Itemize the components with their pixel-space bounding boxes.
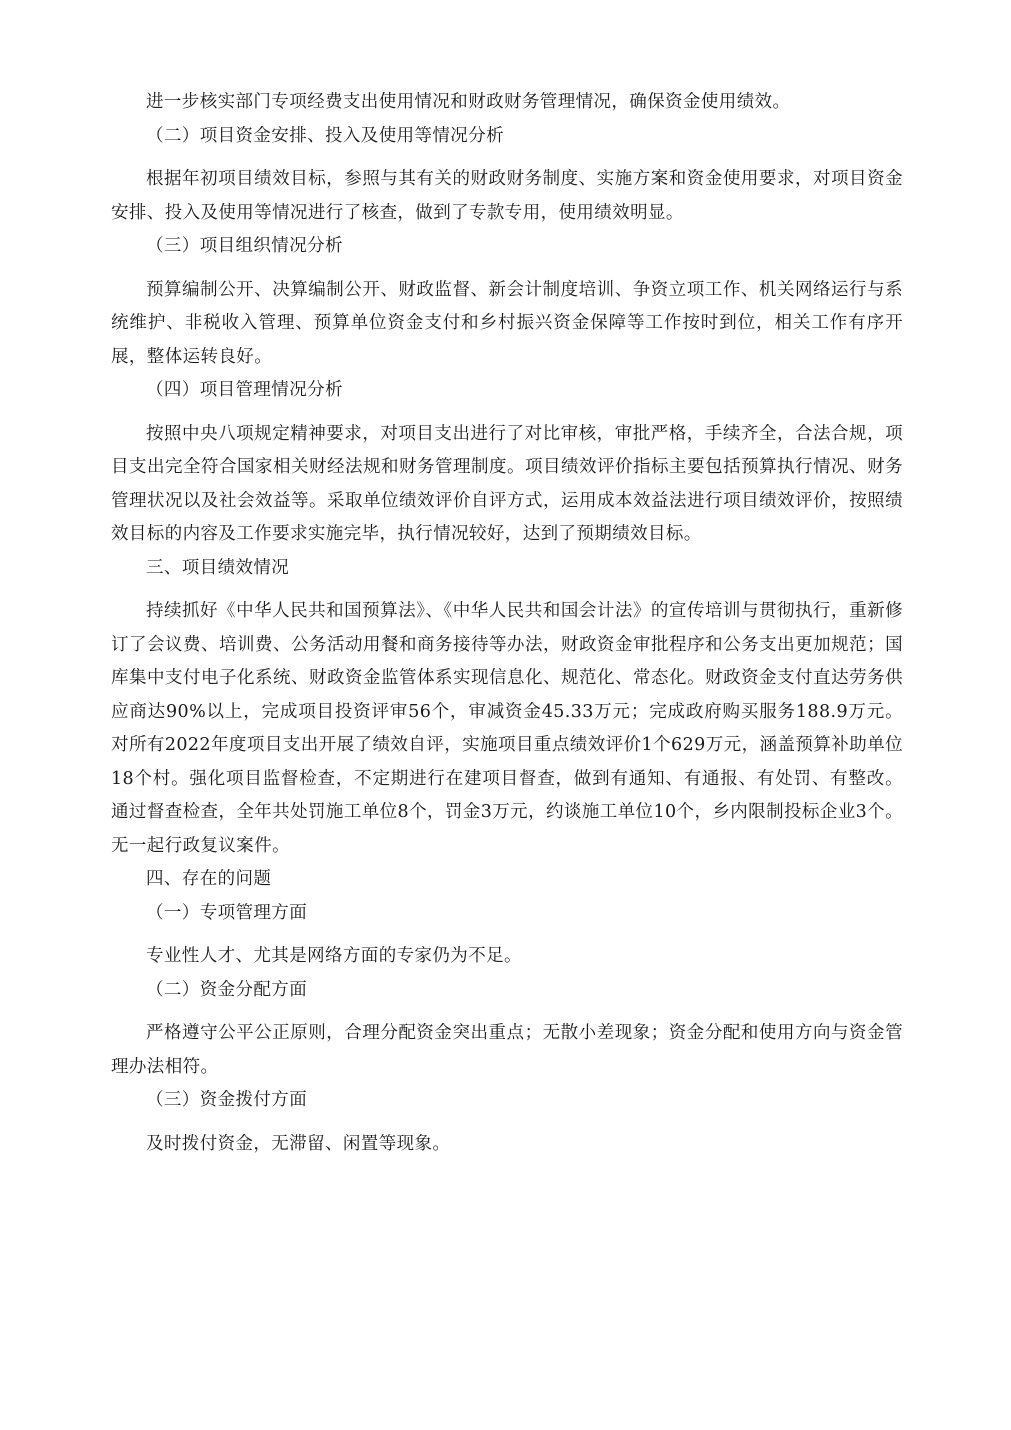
heading-performance: 三、项目绩效情况 <box>146 557 290 578</box>
paragraph-special-management: 专业性人才、尤其是网络方面的专家仍为不足。 <box>146 946 522 966</box>
paragraph-management: 按照中央八项规定精神要求，对项目支出进行了对比审核，审批严格，手续齐全，合法合规，项目支出完全符合国家相关财经法规和财务管理制度。项目绩效评价指标主要包括预算执行情况、财务管理状况以及社会效益等。采取单位绩效评价自评方式，运用成本效益法进行项目绩效评价，按照绩效目标的内容及工作要求实施完毕，执行情况较好，达到了预期绩效目标。 <box>111 423 903 544</box>
heading-funds-arrangement: （二）项目资金安排、投入及使用等情况分析 <box>146 125 504 146</box>
heading-organization: （三）项目组织情况分析 <box>146 236 343 256</box>
paragraph-funds-arrangement: 根据年初项目绩效目标，参照与其有关的财政财务制度、实施方案和资金使用要求，对项目资金安排、投入及使用等情况进行了核查，做到了专款专用，使用绩效明显。 <box>111 169 903 223</box>
heading-funds-disbursement: （三）资金拨付方面 <box>146 1090 308 1110</box>
paragraph-verify-funds: 进一步核实部门专项经费支出使用情况和财政财务管理情况，确保资金使用绩效。 <box>146 92 791 112</box>
document-page <box>111 86 903 1161</box>
heading-management: （四）项目管理情况分析 <box>146 380 343 400</box>
paragraph-funds-disbursement: 及时拨付资金，无滞留、闲置等现象。 <box>146 1133 451 1154</box>
heading-problems: 四、存在的问题 <box>146 869 272 889</box>
paragraph-organization: 预算编制公开、决算编制公开、财政监督、新会计制度培训、争资立项工作、机关网络运行与系统维护、非税收入管理、预算单位资金支付和乡村振兴资金保障等工作按时到位，相关工作有序开展，整体运转良好。 <box>111 279 903 367</box>
heading-special-management: （一）专项管理方面 <box>146 902 308 923</box>
paragraph-funds-allocation: 严格遵守公平公正原则，合理分配资金突出重点；无散小差现象；资金分配和使用方向与资金管理办法相符。 <box>111 1023 903 1077</box>
heading-funds-allocation: （二）资金分配方面 <box>146 979 308 1000</box>
paragraph-performance: 持续抓好《中华人民共和国预算法》、《中华人民共和国会计法》的宣传培训与贯彻执行，重新修订了会议费、培训费、公务活动用餐和商务接待等办法，财政资金审批程序和公务支出更加规范；国库集中支付电子化系统、财政资金监管体系实现信息化、规范化、常态化。财政资金支付直达劳务供应商达90%以上，完成项目投资评审56个，审减资金45.33万元；完成政府购买服务188.9万元。对所有2022年度项目支出开展了绩效自评，实施项目重点绩效评价1个629万元，涵盖预算补助单位18个村。强化项目监督检查，不定期进行在建项目督查，做到有通知、有通报、有处罚、有整改。通过督查检查，全年共处罚施工单位8个，罚金3万元，约谈施工单位10个，乡内限制投标企业3个。无一起行政复议案件。 <box>111 601 903 856</box>
